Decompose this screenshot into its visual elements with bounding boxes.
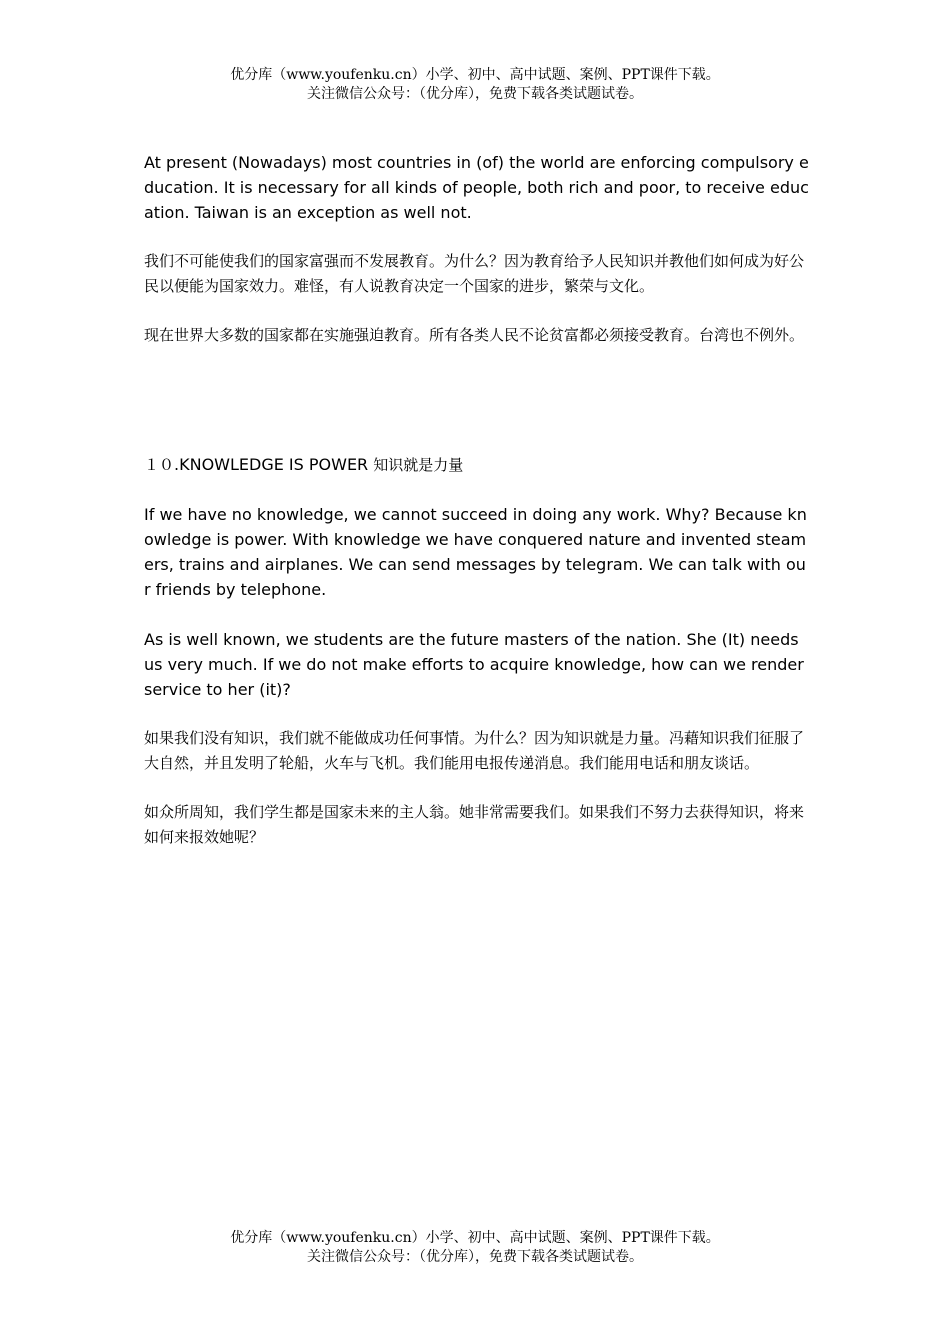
paragraph-chinese-4: 如众所周知，我们学生都是国家未来的主人翁。她非常需要我们。如果我们不努力去获得知识，将来如何来报效她呢？ bbox=[144, 803, 805, 846]
header-line-2: 关注微信公众号：（优分库），免费下载各类试题试卷。 bbox=[307, 86, 643, 102]
paragraph-english-1: At present (Nowadays) most countries in (of) the world are enforcing compulsory education. It is necessary for all kinds of people, both rich and poor, to receive education. Taiwan is an exception as well not. bbox=[144, 153, 809, 222]
document-body bbox=[144, 150, 810, 850]
header-line-1: 优分库（www.youfenku.cn）小学、初中、高中试题、案例、PPT课件下载。 bbox=[230, 67, 720, 83]
section-number: １０ bbox=[144, 456, 175, 474]
section-title-english: .KNOWLEDGE IS POWER bbox=[174, 455, 374, 474]
section-title-chinese: 知识就是力量 bbox=[373, 456, 464, 474]
section-heading bbox=[144, 452, 810, 478]
paragraph-chinese-2: 现在世界大多数的国家都在实施强迫教育。所有各类人民不论贫富都必须接受教育。台湾也不例外。 bbox=[144, 326, 805, 344]
page-footer bbox=[0, 1229, 950, 1267]
footer-line-1: 优分库（www.youfenku.cn）小学、初中、高中试题、案例、PPT课件下载。 bbox=[230, 1230, 720, 1246]
paragraph-english-2: If we have no knowledge, we cannot succeed in doing any work. Why? Because knowledge is power. With knowledge we have conquered nature and invented steamers, trains and airplanes. We can send messages by telegram. We can talk with our friends by telephone. bbox=[144, 505, 807, 599]
paragraph-chinese-3: 如果我们没有知识，我们就不能做成功任何事情。为什么？因为知识就是力量。冯藉知识我们征服了大自然，并且发明了轮船，火车与飞机。我们能用电报传递消息。我们能用电话和朋友谈话。 bbox=[144, 729, 805, 772]
footer-line-2: 关注微信公众号：（优分库），免费下载各类试题试卷。 bbox=[307, 1249, 643, 1265]
page-header bbox=[0, 66, 950, 104]
paragraph-english-3: As is well known, we students are the future masters of the nation. She (It) needs us very much. If we do not make efforts to acquire knowledge, how can we render service to her (it)? bbox=[144, 630, 804, 699]
paragraph-chinese-1: 我们不可能使我们的国家富强而不发展教育。为什么？因为教育给予人民知识并教他们如何成为好公民以便能为国家效力。难怪，有人说教育决定一个国家的进步，繁荣与文化。 bbox=[144, 252, 805, 295]
